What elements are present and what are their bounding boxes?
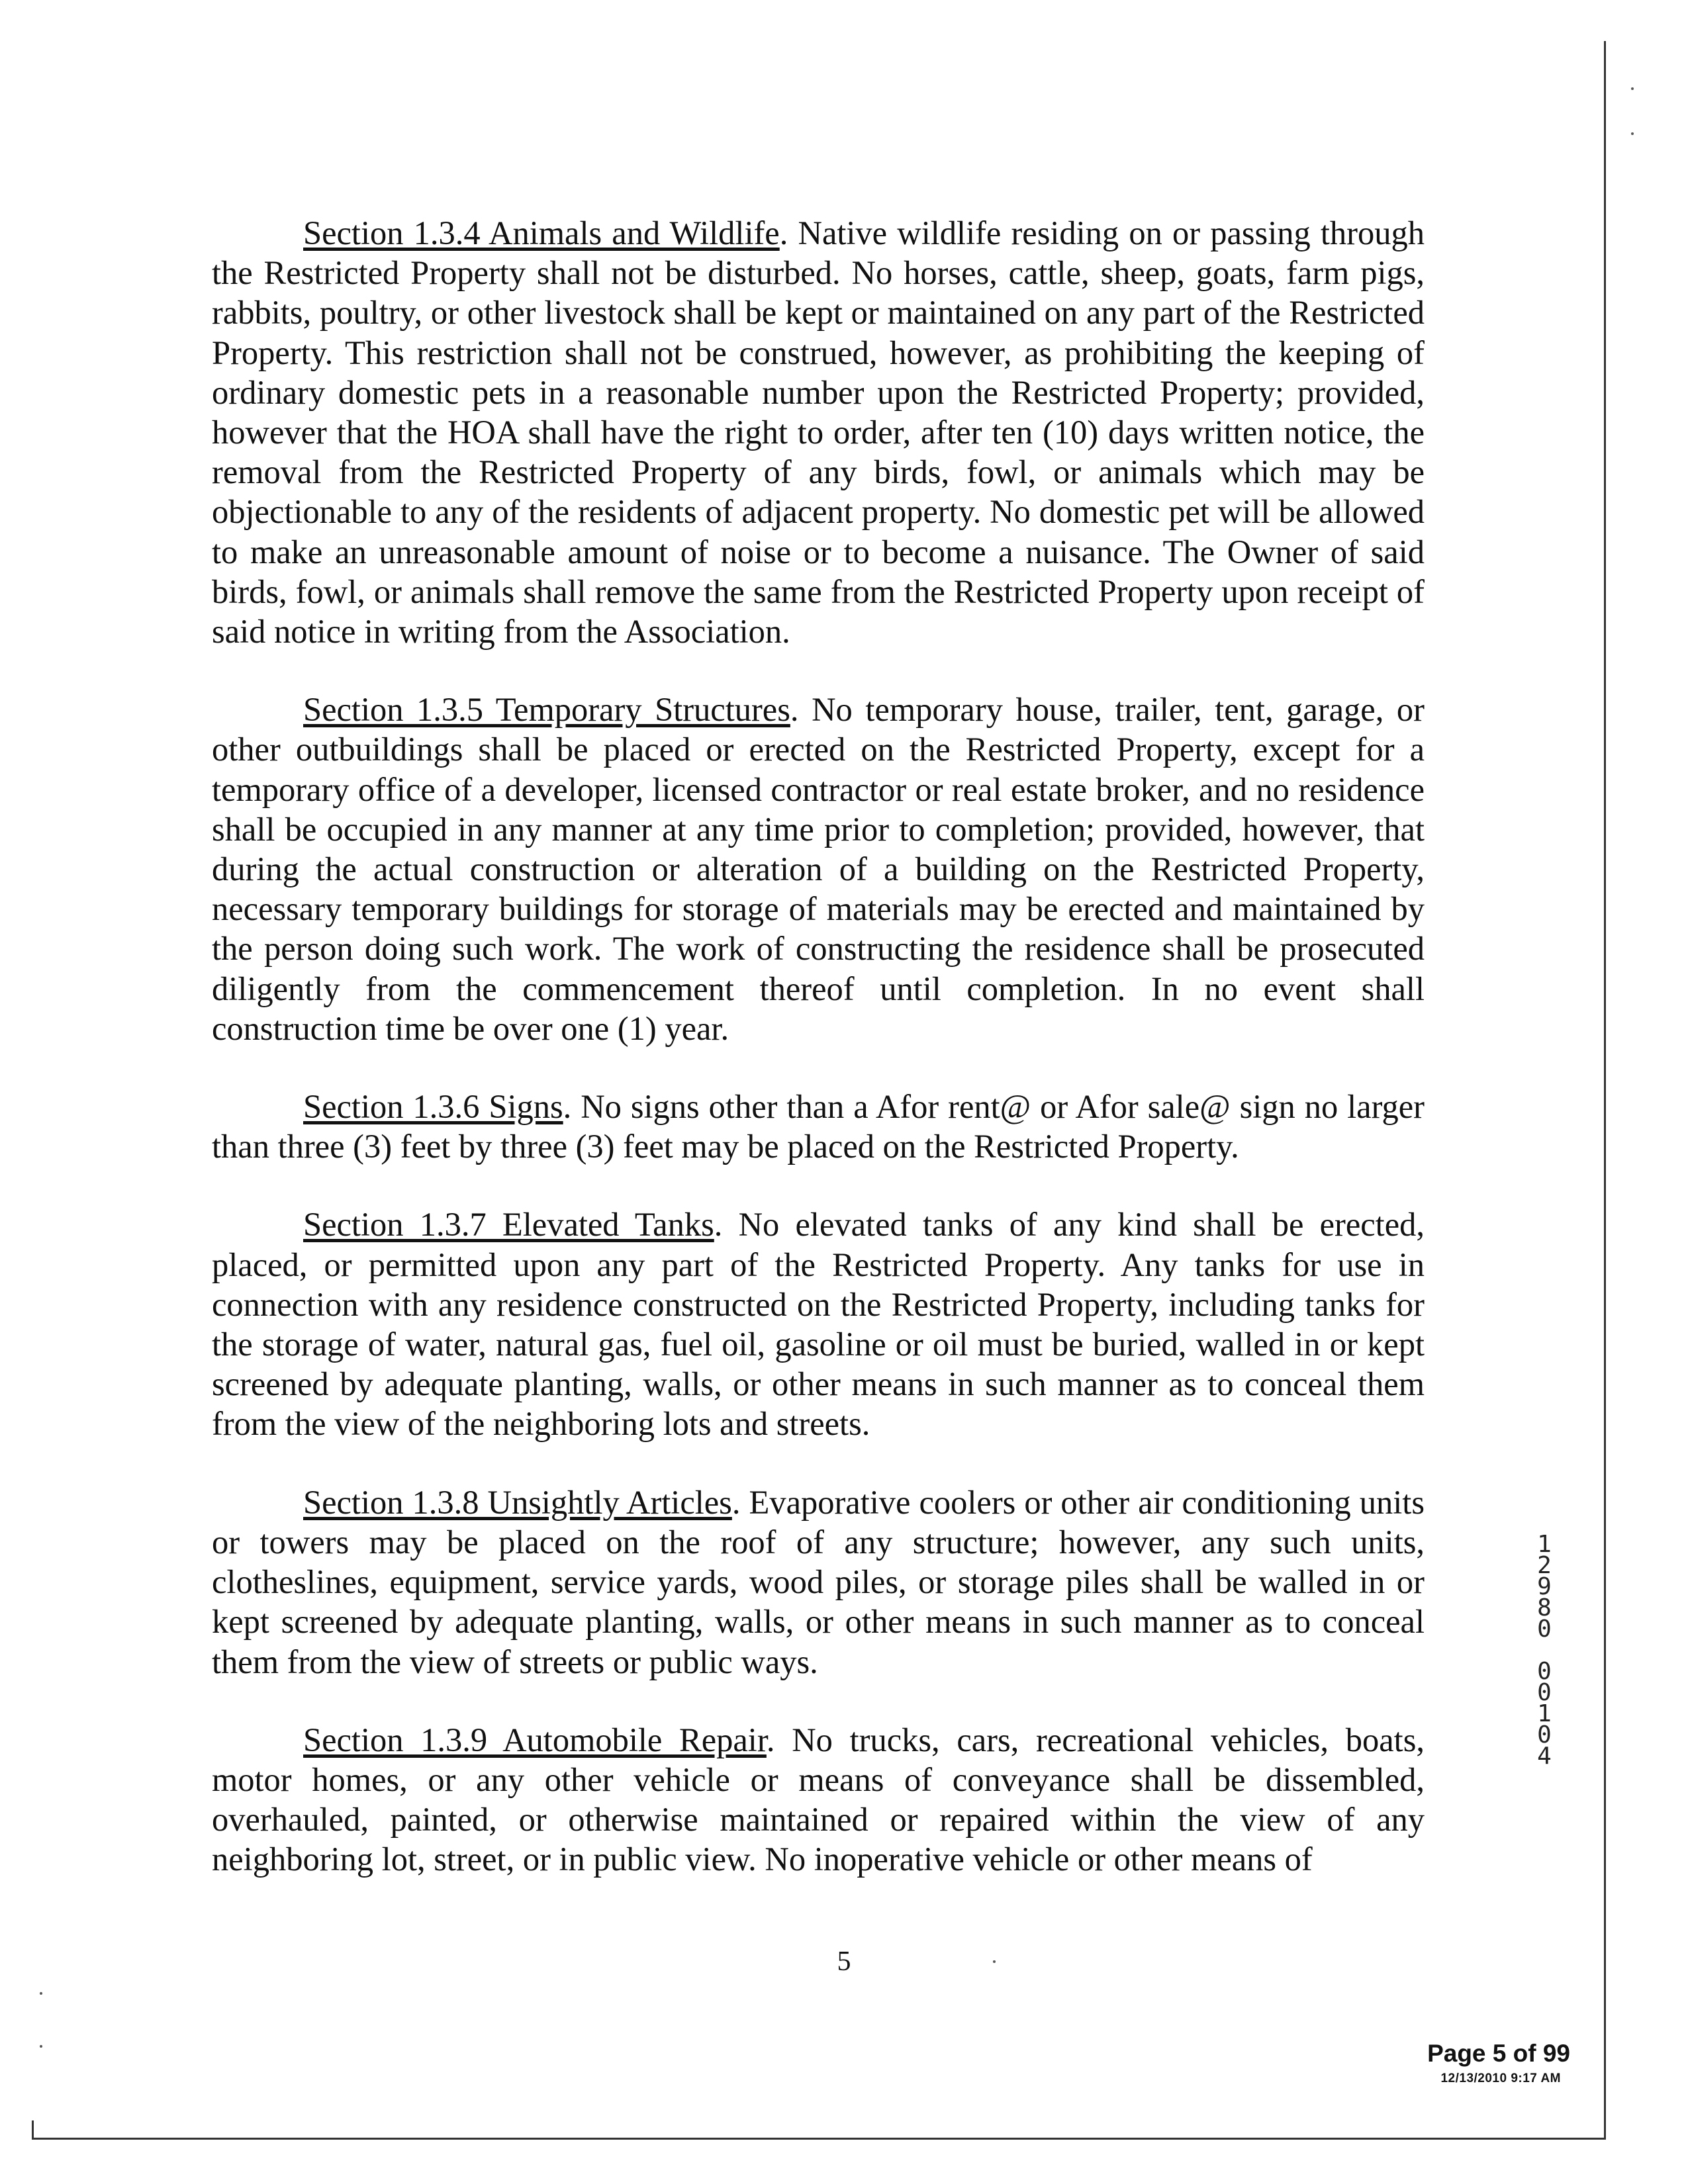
section-1-3-8 (212, 1482, 1425, 1682)
page-number: 5 (837, 1946, 851, 1977)
recording-digit: 0 (1537, 1615, 1552, 1643)
section-1-3-6 (212, 1087, 1425, 1166)
scan-speck (40, 2045, 42, 2048)
section-heading: Section 1.3.9 Automobile Repair (303, 1721, 767, 1758)
recording-digit: 1 (1537, 1531, 1552, 1558)
scan-speck (993, 1960, 996, 1963)
recording-digit: 0 (1537, 1658, 1552, 1685)
scan-speck (1631, 87, 1634, 90)
recording-digit: 1 (1537, 1700, 1552, 1727)
section-heading: Section 1.3.6 Signs (303, 1088, 563, 1126)
recording-digit: 2 (1537, 1552, 1552, 1579)
section-heading: Section 1.3.5 Temporary Structures (303, 691, 790, 729)
scan-border-right (1604, 41, 1606, 2139)
recording-digit: 9 (1537, 1573, 1552, 1600)
section-heading: Section 1.3.7 Elevated Tanks (303, 1206, 714, 1244)
section-text: . No elevated tanks of any kind shall be erected, placed, or permitted upon any part of the Restricted Property. Any tanks for use in connection with any residence constructed on the Restricted Property, including tanks for the storage of water, natural gas, fuel oil, gasoline or oil must be buried, walled in or kept screened by adequate planting, walls, or other means in such manner as to conceal them from the view of the neighboring lots and streets. (212, 1206, 1425, 1443)
section-text: . Native wildlife residing on or passing through the Restricted Property shall not be disturbed. No horses, cattle, sheep, goats, farm pigs, rabbits, poultry, or other livestock shall be kept or maintained on any part of the Restricted Property. This restriction shall not be construed, however, as prohibiting the keeping of ordinary domestic pets in a reasonable number upon the Restricted Property; provided, however that the HOA shall have the right to order, after ten (10) days written notice, the removal from the Restricted Property of any birds, fowl, or animals which may be objectionable to any of the residents of adjacent property. No domestic pet will be allowed to make an unreasonable amount of noise or to become a nuisance. The Owner of said birds, fowl, or animals shall remove the same from the Restricted Property upon receipt of said notice in writing from the Association. (212, 214, 1425, 651)
section-text: . No temporary house, trailer, tent, garage, or other outbuildings shall be placed or erected on the Restricted Property, except for a temporary office of a developer, licensed contractor or real estate broker, and no residence shall be occupied in any manner at any time prior to completion; provided, however, that during the actual construction or alteration of a building on the Restricted Property, necessary temporary buildings for storage of materials may be erected and maintained by the person doing such work. The work of constructing the residence shall be prosecuted diligently from the commencement thereof until completion. In no event shall construction time be over one (1) year. (212, 691, 1425, 1047)
section-1-3-4 (212, 213, 1425, 651)
recording-digit: 8 (1537, 1594, 1552, 1621)
section-heading: Section 1.3.4 Animals and Wildlife (303, 214, 780, 251)
timestamp-stamp: 12/13/2010 9:17 AM (1440, 2071, 1561, 2085)
scan-speck (40, 1992, 42, 1995)
recording-digit: 4 (1537, 1743, 1552, 1770)
section-text: . No signs other than a Afor rent@ or Afor sale@ sign no larger than three (3) feet by three (3) feet may be placed on the Restricted Property. (212, 1088, 1425, 1165)
section-text: . No trucks, cars, recreational vehicles, boats, motor homes, or any other vehicle or means of conveyance shall be dissembled, overhauled, painted, or otherwise maintained or repaired within the view of any neighboring lot, street, or in public view. No inoperative vehicle or other means of (212, 1721, 1425, 1878)
scan-speck (1631, 132, 1634, 135)
section-1-3-7 (212, 1205, 1425, 1443)
page-count-stamp: Page 5 of 99 (1427, 2040, 1570, 2067)
scan-border-bottom (32, 2138, 1606, 2140)
section-heading: Section 1.3.8 Unsightly Articles (303, 1483, 732, 1521)
recording-digit: 0 (1537, 1721, 1552, 1749)
section-1-3-9 (212, 1720, 1425, 1880)
recording-number (1524, 1531, 1564, 1770)
section-text: . Evaporative coolers or other air conditioning units or towers may be placed on the roof of any structure; however, any such units, clotheslines, equipment, service yards, wood piles, or storage piles shall be walled in or kept screened by adequate planting, walls, or other means in such manner as to conceal them from the view of streets or public ways. (212, 1483, 1425, 1680)
document-body (212, 213, 1425, 1918)
section-1-3-5 (212, 690, 1425, 1048)
scan-border-corner (32, 2120, 34, 2139)
recording-digit: 0 (1537, 1679, 1552, 1706)
